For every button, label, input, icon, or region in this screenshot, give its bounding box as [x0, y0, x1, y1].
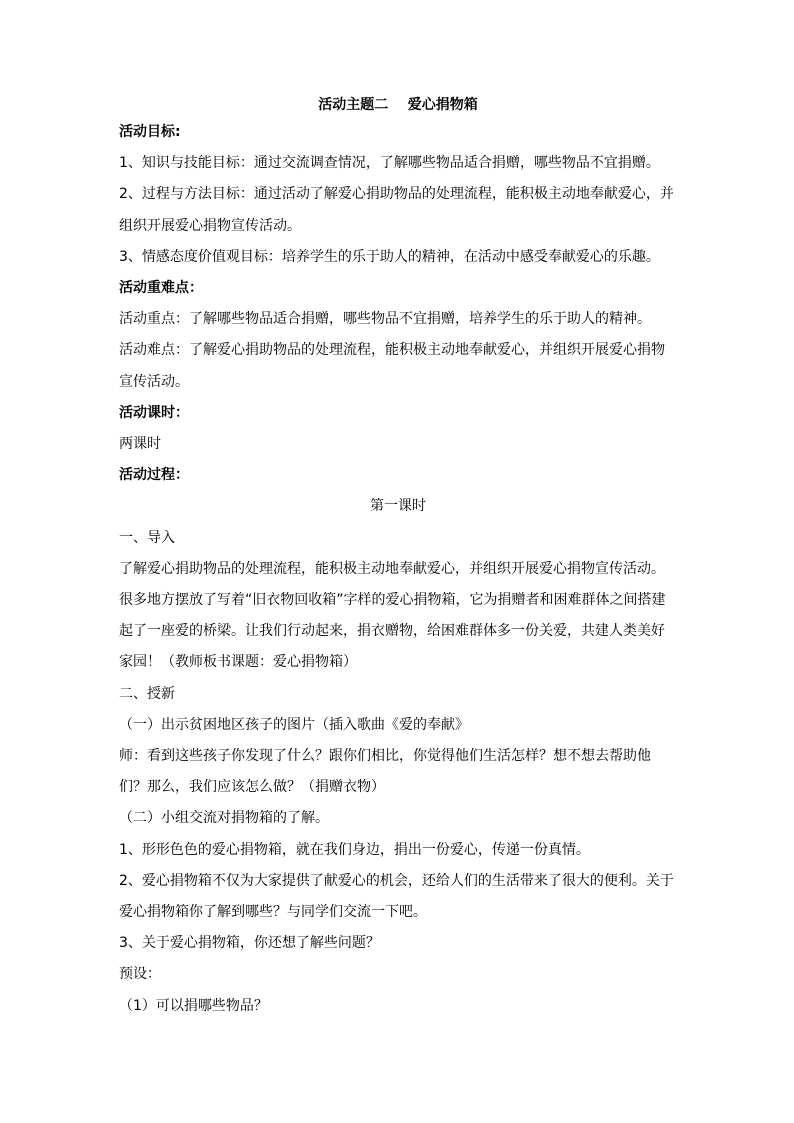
hours-value: 两课时 [119, 436, 161, 453]
key-difficult-heading: 活动重难点： [119, 280, 203, 297]
list-item-2: 2、爱心捐物箱不仅为大家提供了献爱心的机会，还给人们的生活带来了很大的便利。关于爱心捐物箱你了解到哪些？与同学们交流一下吧。 [119, 872, 674, 921]
goal-3: 3、情感态度价值观目标：培养学生的乐于助人的精神，在活动中感受奉献爱心的乐趣。 [119, 248, 660, 265]
goal-2: 2、过程与方法目标：通过活动了解爱心捐助物品的处理流程，能积极主动地奉献爱心，并组织开展爱心捐物宣传活动。 [119, 186, 674, 234]
preset-label: 预设： [119, 966, 161, 983]
teacher-question: 师：看到这些孩子你发现了什么？跟你们相比，你觉得他们生活怎样？想不想去帮助他们？那么，我们应该怎么做？（捐赠衣物） [119, 748, 651, 796]
list-item-1: 1、形形色色的爱心捐物箱，就在我们身边，捐出一份爱心，传递一份真情。 [119, 841, 590, 858]
difficult-point: 活动难点：了解爱心捐助物品的处理流程，能积极主动地奉献爱心，并组织开展爱心捐物宣传活动。 [119, 342, 665, 390]
document-body [119, 94, 677, 1022]
intro-paragraph-2: 很多地方摆放了写着“旧衣物回收箱”字样的爱心捐物箱，它为捐赠者和困难群体之间搭建起了一座爱的桥梁。让我们行动起来，捐衣赠物，给困难群体多一份关爱，共建人类美好家园！（教师板书课题：爱心捐物箱） [119, 592, 666, 671]
list-item-3: 3、关于爱心捐物箱，你还想了解些问题？ [119, 935, 380, 952]
goal-1: 1、知识与技能目标：通过交流调查情况，了解哪些物品适合捐赠，哪些物品不宜捐赠。 [119, 155, 660, 172]
hours-heading: 活动课时： [119, 404, 189, 421]
preset-item-1: （1）可以捐哪些物品？ [119, 997, 268, 1014]
lesson-title: 第一课时 [370, 498, 426, 515]
document-title: 活动主题二 爱心捐物箱 [318, 97, 478, 113]
section-new-heading: 二、授新 [119, 685, 175, 702]
intro-paragraph-1: 了解爱心捐助物品的处理流程，能积极主动地奉献爱心，并组织开展爱心捐物宣传活动。 [119, 560, 665, 577]
subsection-2: （二）小组交流对捐物箱的了解。 [119, 810, 329, 827]
goals-heading: 活动目标: [119, 124, 181, 140]
subsection-1: （一）出示贫困地区孩子的图片（插入歌曲《爱的奉献》 [119, 716, 469, 733]
key-point: 活动重点：了解哪些物品适合捐赠，哪些物品不宜捐赠，培养学生的乐于助人的精神。 [119, 311, 651, 328]
section-intro-heading: 一、导入 [119, 529, 175, 546]
process-heading: 活动过程： [119, 467, 189, 484]
